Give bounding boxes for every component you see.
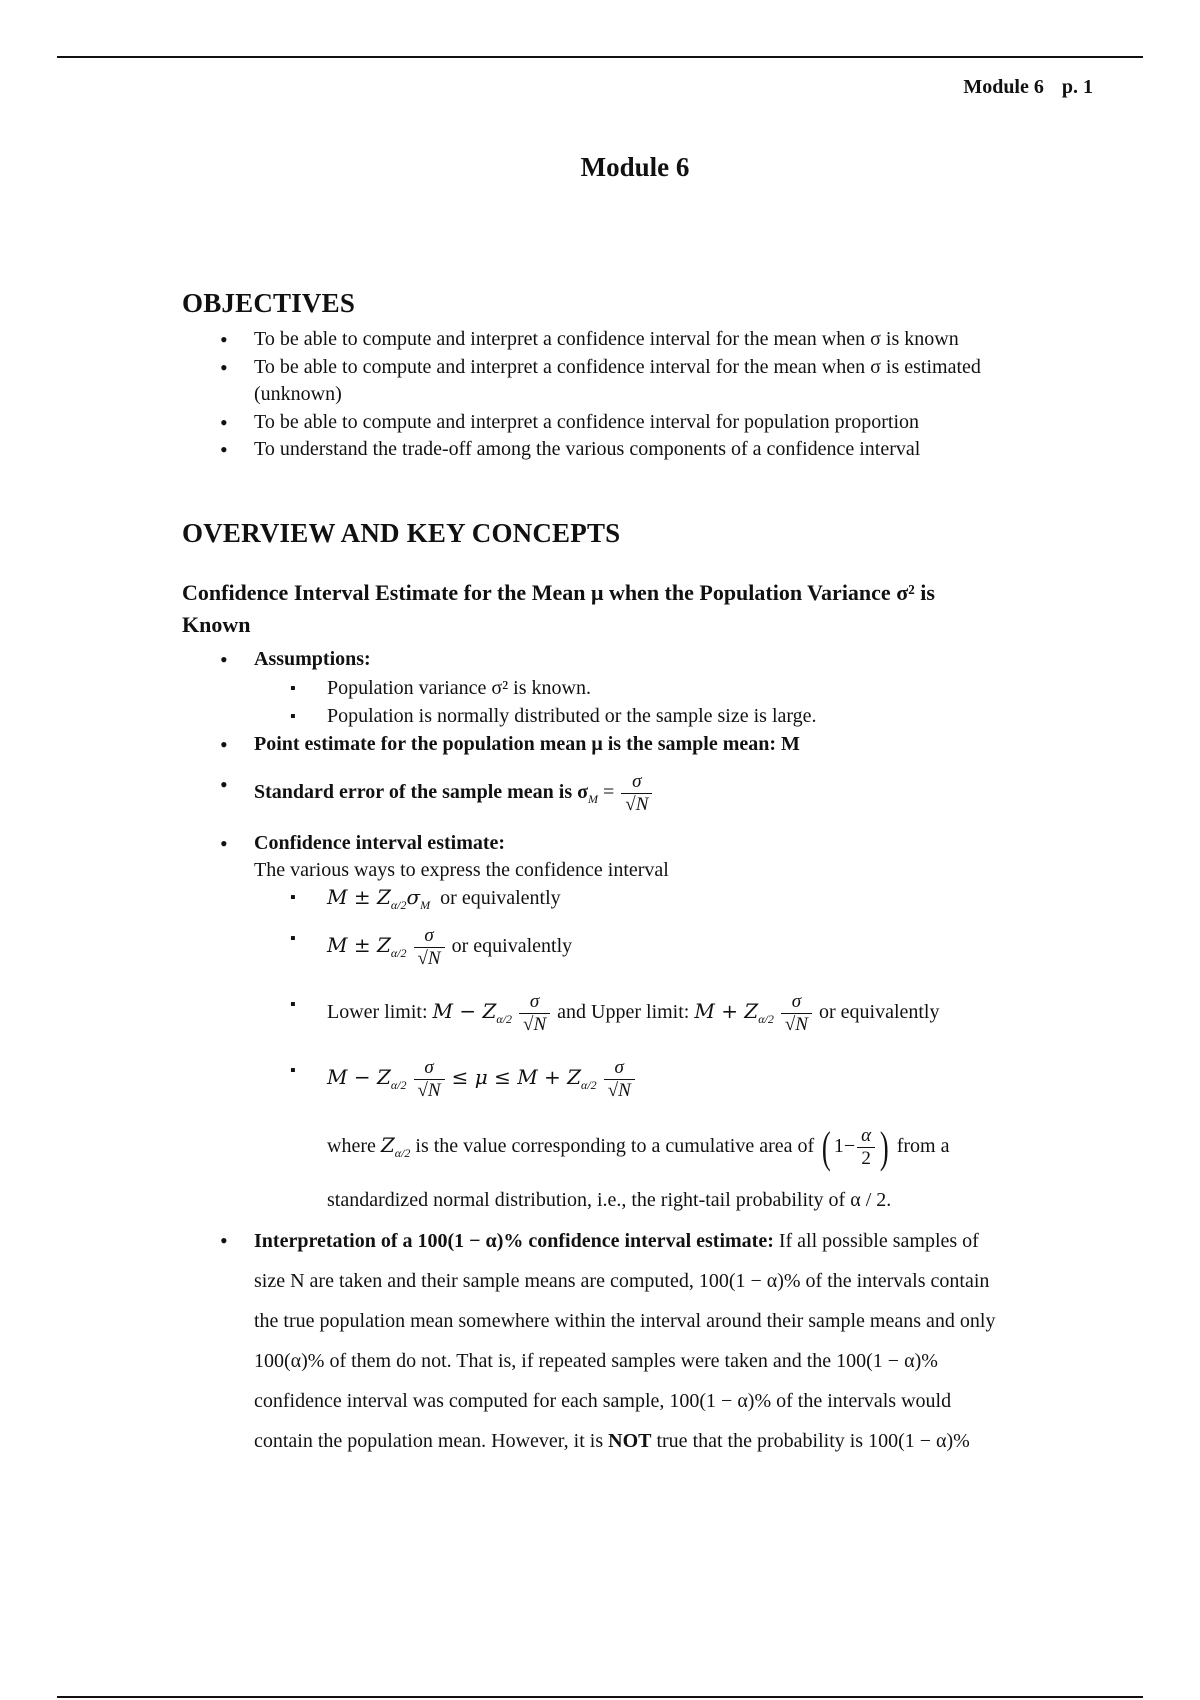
assumption-2: ▪ Population is normally distributed or the sample size is large. <box>327 703 1107 730</box>
where-label: where <box>327 1135 376 1158</box>
objective-item-4: • To understand the trade-off among the various components of a confidence interval <box>254 436 1099 463</box>
interp-line-2: size N are taken and their sample means are computed, 100(1 − α)% of the intervals contain <box>254 1270 990 1292</box>
ci-form-4: ▪ $M - Z_{\alpha/2}$ $\frac{\sigma}{√N}$ ≤ $\mu \le M + Z_{\alpha/2}$ $\frac{\sigma}{√N}$ <box>327 1057 1107 1102</box>
objective-item-2: • To be able to compute and interpret a confidence interval for the mean when σ is estimated <box>254 354 1099 381</box>
ci-form-3-or: or equivalently <box>818 1001 940 1024</box>
ci-form-1-or: or equivalently <box>440 887 561 909</box>
ci-form-2-or: or equivalently <box>451 935 573 958</box>
objectives-heading: OBJECTIVES <box>182 288 356 318</box>
interp-label: Interpretation of a 100(1 − α)% confidence interval estimate: <box>254 1230 774 1252</box>
ci-form-3: ▪ Lower limit: $M - Z_{\alpha/2}$ $\frac{\sigma}{√N}$ and Upper limit: $M + Z_{\alpha/2}$ $\frac{\sigma}{√N}$ or equivalently <box>327 991 1107 1036</box>
where-line: where $Z_{\alpha/2}$ is the value corresponding to a cumulative area of ( 1− $\frac{\alpha}{2}$ ) from a <box>327 1122 950 1172</box>
interpretation-bullet <box>254 1221 1099 1461</box>
upper-limit-label: and Upper limit: <box>557 1001 690 1024</box>
standard-error-bullet: • Standard error of the sample mean is $\sigma_M$ = $\frac{\sigma}{√N}$ <box>254 771 1099 816</box>
assumptions-bullet <box>254 646 1099 673</box>
sigma-over-root-n: $\frac{\sigma}{√N}$ <box>621 771 652 816</box>
running-header <box>963 76 1093 99</box>
ci-label: Confidence interval estimate: <box>254 832 506 854</box>
from-a: from a <box>896 1135 950 1158</box>
assumptions-label: Assumptions: <box>254 648 371 670</box>
interp-line-6a: contain the population mean. However, it is <box>254 1430 604 1452</box>
assumption-1: ▪ Population variance σ² is known. <box>327 675 1107 702</box>
interp-line-4: 100(α)% of them do not. That is, if repeated samples were taken and the 100(1 − α)% <box>254 1350 938 1372</box>
interp-line-3: the true population mean somewhere within the interval around their sample means and only <box>254 1310 996 1332</box>
overview-heading: OVERVIEW AND KEY CONCEPTS <box>182 518 621 548</box>
objective-item-2-cont: (unknown) <box>254 383 342 405</box>
objective-item-1: • To be able to compute and interpret a confidence interval for the mean when σ is known <box>254 326 1099 353</box>
point-estimate-bullet <box>254 731 1099 758</box>
point-estimate-text: Point estimate for the population mean μ is the sample mean: M <box>254 733 800 755</box>
standardized-line: standardized normal distribution, i.e., the right-tail probability of α / 2. <box>327 1189 892 1211</box>
interp-line-1: If all possible samples of <box>778 1230 979 1252</box>
objective-item-3: • To be able to compute and interpret a confidence interval for population proportion <box>254 409 1099 436</box>
header-module: Module 6 <box>963 76 1044 98</box>
standard-error-label: Standard error of the sample mean is σ <box>254 781 589 804</box>
header-page: p. 1 <box>1061 76 1093 98</box>
bottom-rule <box>57 1696 1143 1698</box>
ci-form-2: ▪ $M \pm Z_{\alpha/2}$ $\frac{\sigma}{√N}$ or equivalently <box>327 925 1107 970</box>
where-rest: is the value corresponding to a cumulative area of <box>415 1135 815 1158</box>
section-subheading <box>182 577 1062 641</box>
page-title: Module 6 <box>580 152 690 182</box>
ci-form-1: ▪ $M \pm Z_{\alpha/2}\sigma_M$ or equivalently <box>327 884 1107 919</box>
subheading-line-2: Known <box>182 612 251 637</box>
lower-limit-label: Lower limit: <box>327 1001 428 1024</box>
top-rule <box>57 56 1143 58</box>
interp-not: NOT <box>608 1430 652 1452</box>
ci-bullet <box>254 830 1099 884</box>
interp-line-5: confidence interval was computed for each sample, 100(1 − α)% of the intervals would <box>254 1390 952 1412</box>
ci-intro: The various ways to express the confidence interval <box>254 859 669 881</box>
interp-line-6b: true that the probability is 100(1 − α)% <box>656 1430 970 1452</box>
subheading-line-1: Confidence Interval Estimate for the Mean μ when the Population Variance σ² is <box>182 580 935 605</box>
